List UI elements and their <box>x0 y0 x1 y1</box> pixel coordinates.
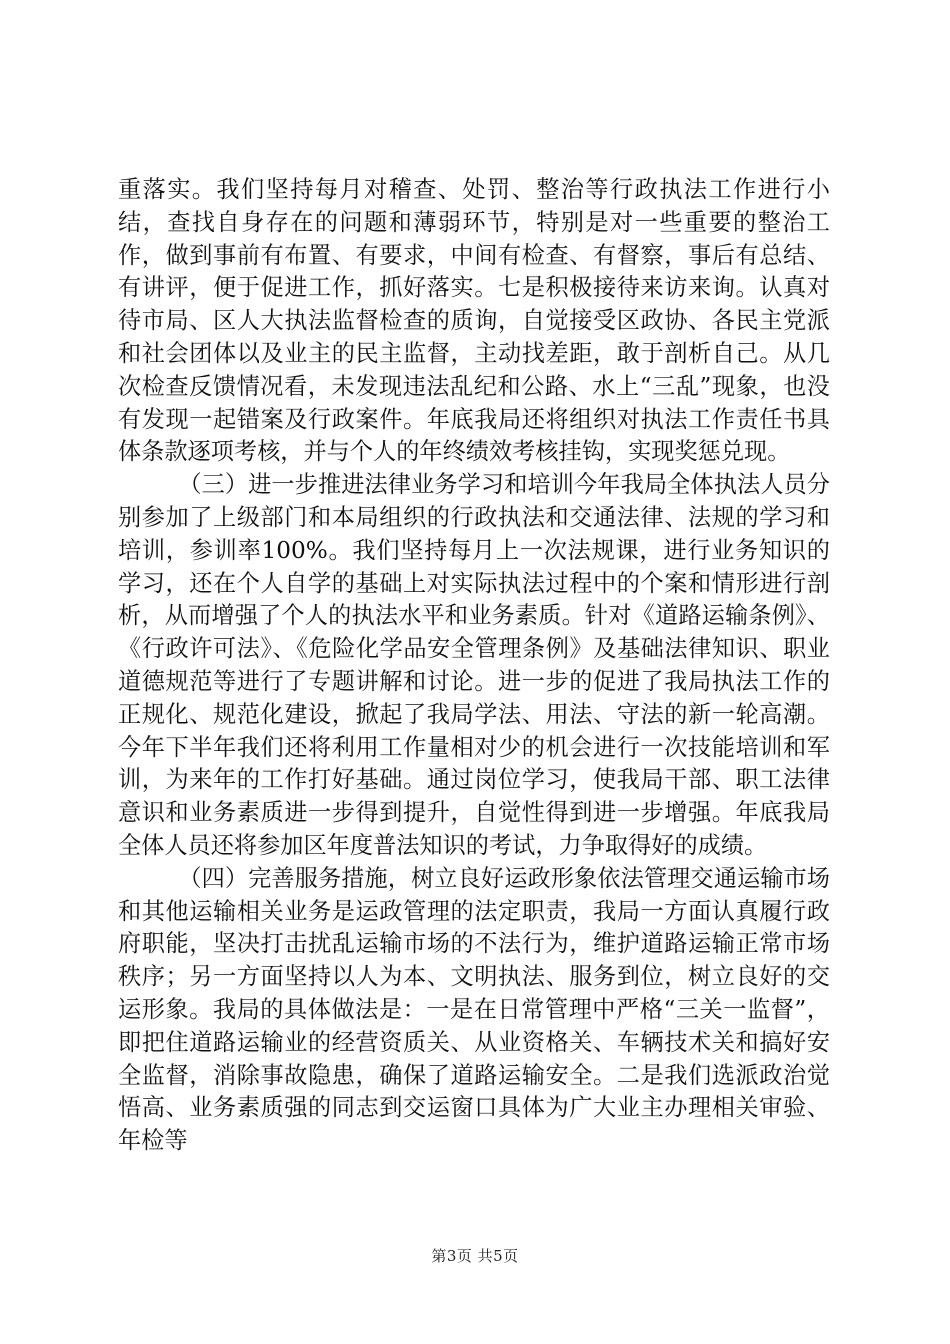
body-text <box>118 174 830 1158</box>
paragraph-section-three: （三）进一步推进法律业务学习和培训今年我局全体执法人员分别参加了上级部门和本局组织的行政执法和交通法律、法规的学习和培训，参训率100%。我们坚持每月上一次法规课，进行业务知识的学习，还在个人自学的基础上对实际执法过程中的个案和情形进行剖析，从而增强了个人的执法水平和业务素质。针对《道路运输条例》、《行政许可法》、《危险化学品安全管理条例》及基础法律知识、职业道德规范等进行了专题讲解和讨论。进一步的促进了我局执法工作的正规化、规范化建设，掀起了我局学法、用法、守法的新一轮高潮。今年下半年我们还将利用工作量相对少的机会进行一次技能培训和军训，为来年的工作打好基础。通过岗位学习，使我局干部、职工法律意识和业务素质进一步得到提升，自觉性得到进一步增强。年底我局全体人员还将参加区年度普法知识的考试，力争取得好的成绩。 <box>118 471 830 859</box>
page-footer: 第3页 共5页 <box>431 1247 519 1265</box>
paragraph-continuation: 重落实。我们坚持每月对稽查、处罚、整治等行政执法工作进行小结，查找自身存在的问题和薄弱环节，特别是对一些重要的整治工作，做到事前有布置、有要求，中间有检查、有督察，事后有总结、有讲评，便于促进工作，抓好落实。七是积极接待来访来询。认真对待市局、区人大执法监督检查的质询，自觉接受区政协、各民主党派和社会团体以及业主的民主监督，主动找差距，敢于剖析自己。从几次检查反馈情况看，未发现违法乱纪和公路、水上“三乱”现象，也没有发现一起错案及行政案件。年底我局还将组织对执法工作责任书具体条款逐项考核，并与个人的年终绩效考核挂钩，实现奖惩兑现。 <box>118 176 830 466</box>
paragraph-section-four: （四）完善服务措施，树立良好运政形象依法管理交通运输市场和其他运输相关业务是运政管理的法定职责，我局一方面认真履行政府职能，坚决打击扰乱运输市场的不法行为，维护道路运输正常市场秩序；另一方面坚持以人为本、文明执法、服务到位，树立良好的交运形象。我局的具体做法是：一是在日常管理中严格“三关一监督”，即把住道路运输业的经营资质关、从业资格关、车辆技术关和搞好安全监督，消除事故隐患，确保了道路运输安全。二是我们选派政治觉悟高、业务素质强的同志到交运窗口具体为广大业主办理相关审验、年检等 <box>118 864 830 1155</box>
